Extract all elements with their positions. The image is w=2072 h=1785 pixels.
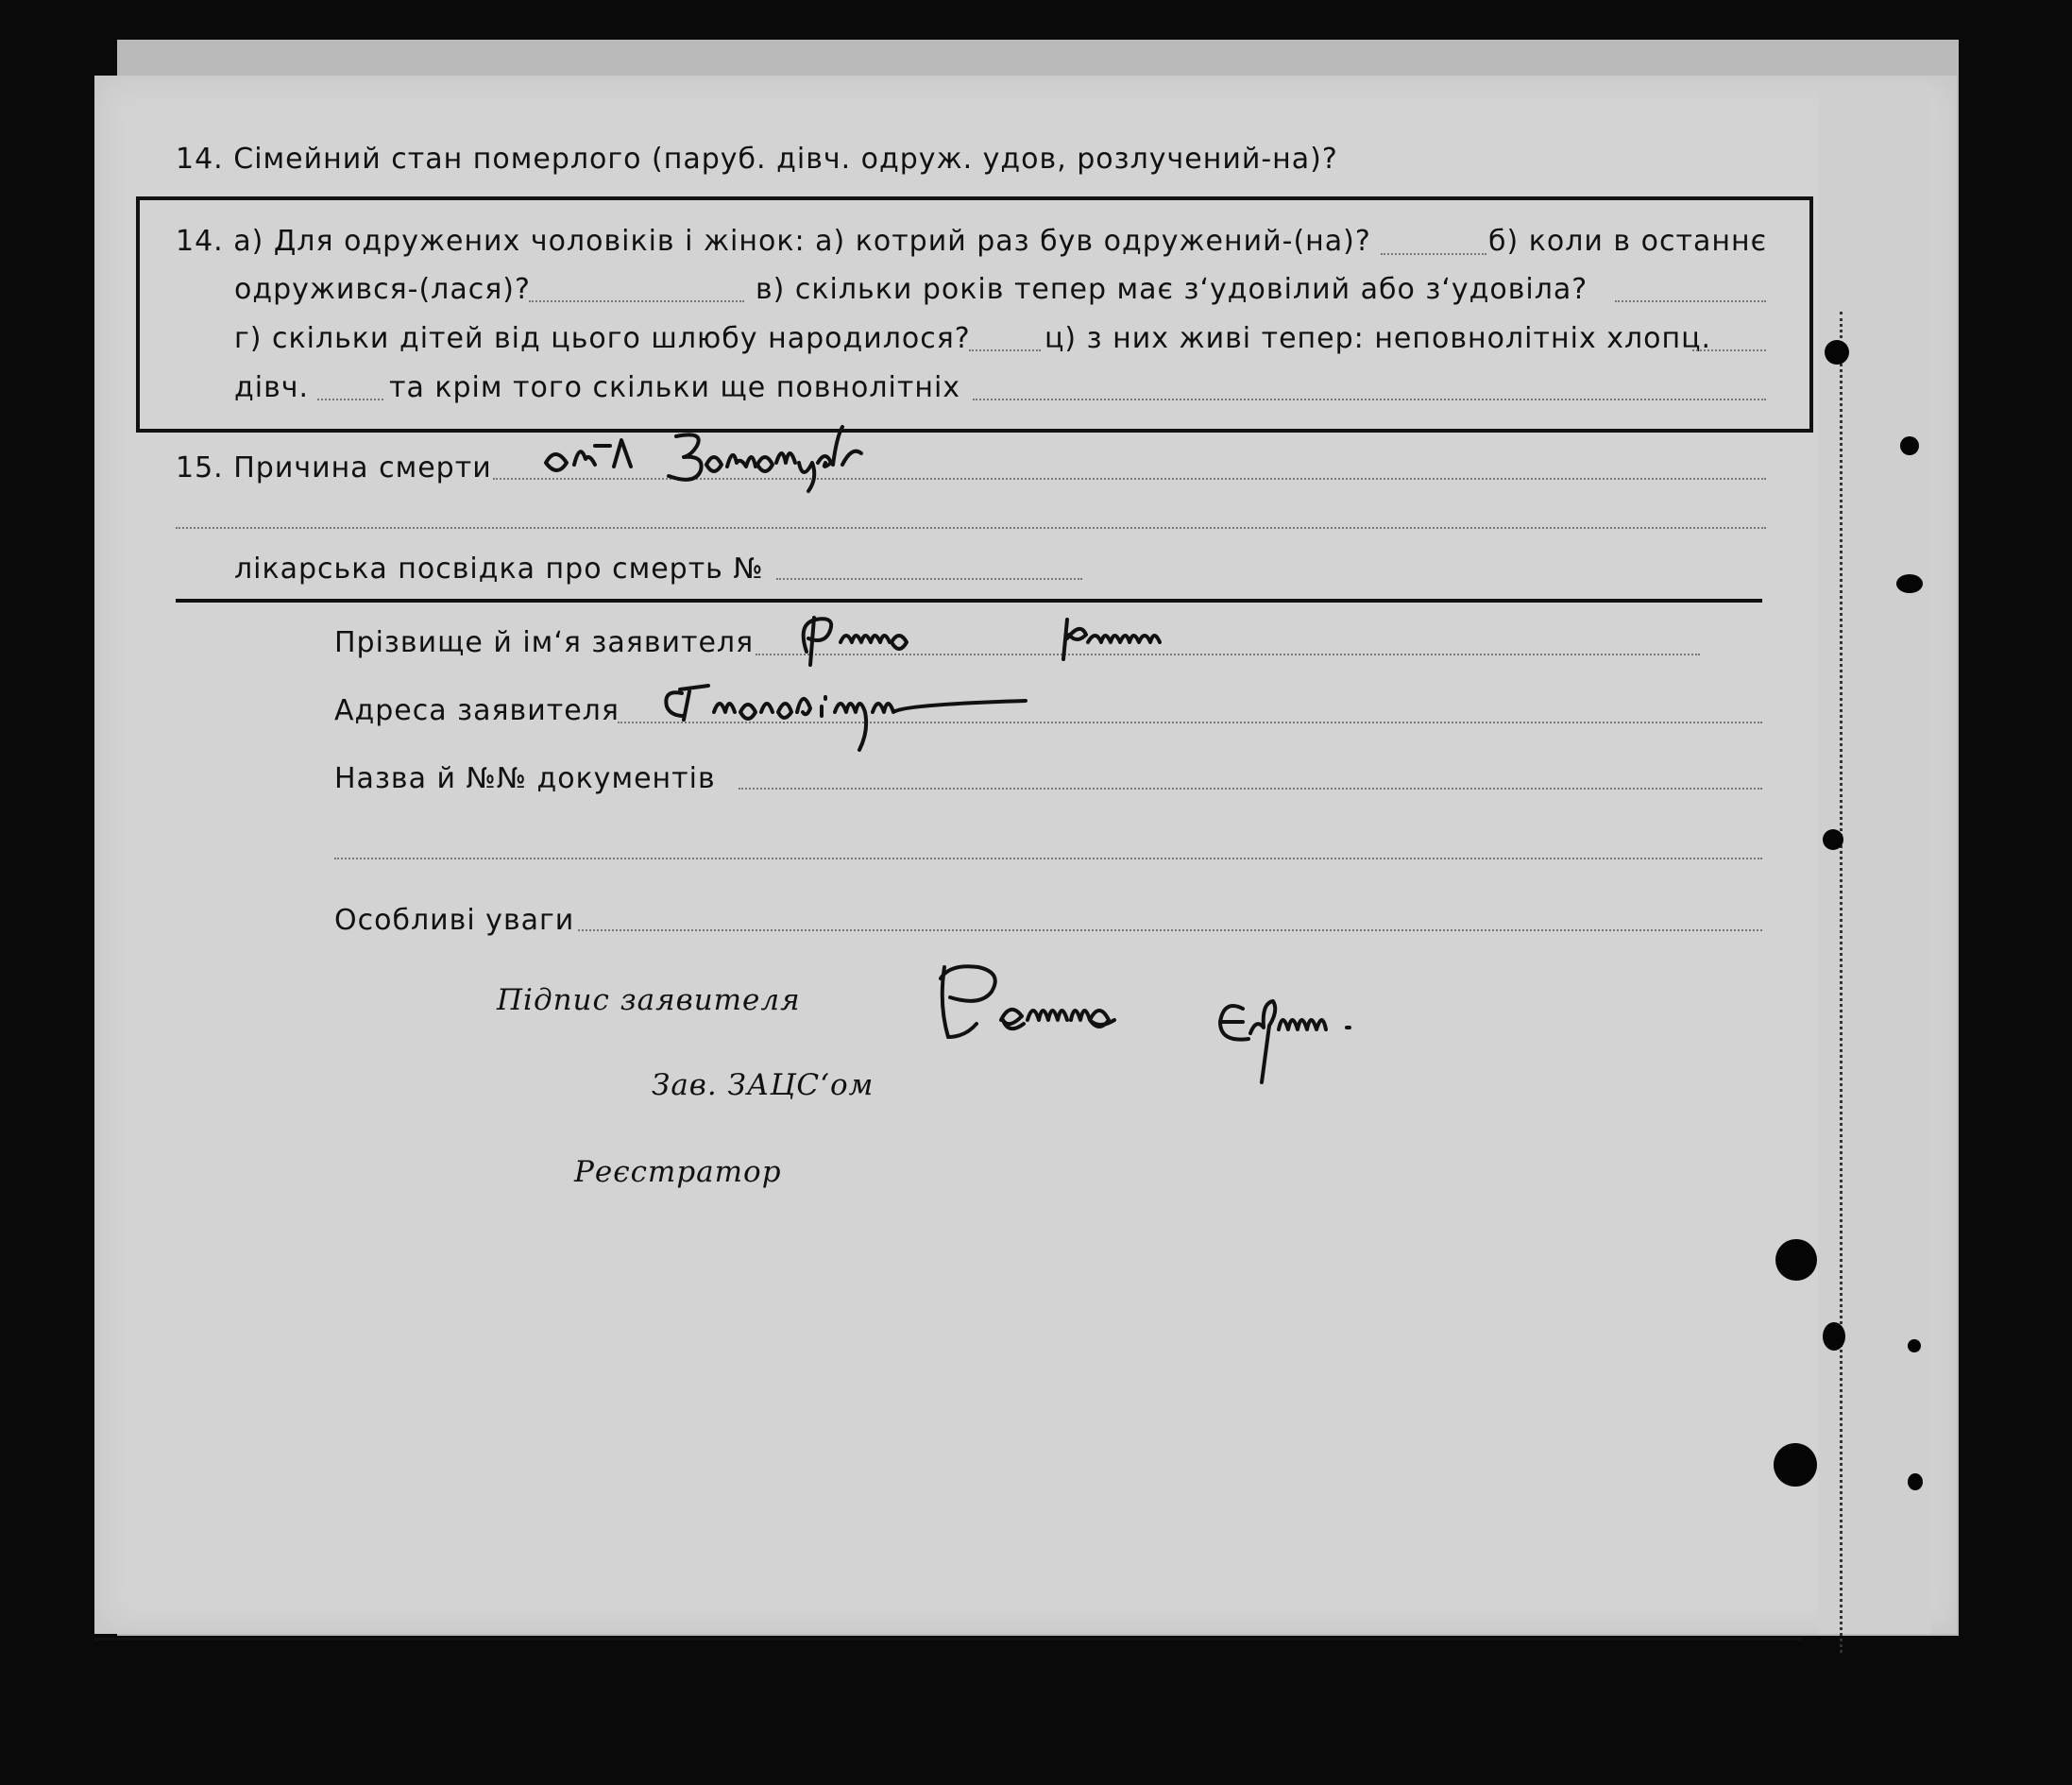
- q14-adults-blank: [973, 399, 1766, 400]
- q14ts-label: ц) з них живі тепер: неповнолітніх хлопц.: [1044, 322, 1712, 355]
- q14g-blank: [969, 349, 1041, 351]
- registrar-label: Реєстратор: [574, 1155, 782, 1189]
- q15-cause-label: 15. Причина смерти: [176, 451, 492, 484]
- q14v-label: в) скільки років тепер має з‘удовілий або з‘удовіла?: [756, 273, 1588, 306]
- documents-label: Назва й №№ документів: [334, 762, 716, 795]
- q14-marital-status: 14. Сімейний стан померлого (паруб. дівч. одруж. удов, розлучений-на)?: [176, 143, 1338, 176]
- remarks-label: Особливі уваги: [334, 904, 575, 937]
- documents-blank-2: [334, 858, 1762, 859]
- section-divider: [176, 599, 1762, 603]
- punch-hole: [1896, 574, 1923, 593]
- punch-hole: [1823, 829, 1843, 850]
- punch-hole: [1823, 1322, 1845, 1351]
- certificate-blank: [776, 578, 1082, 580]
- remarks-blank: [578, 929, 1762, 931]
- q14b-line2: одружився-(лася)?: [234, 273, 531, 306]
- punch-hole: [1908, 1473, 1923, 1490]
- q14v-blank: [1615, 300, 1766, 302]
- q14g-label: г) скільки дітей від цього шлюбу народилося?: [234, 322, 971, 355]
- q14-girls-label: дівч.: [234, 371, 310, 404]
- punch-hole: [1908, 1339, 1921, 1352]
- q14b-blank: [529, 300, 744, 302]
- documents-blank: [739, 788, 1762, 790]
- applicant-name-label: Прізвище й ім‘я заявителя: [334, 626, 755, 659]
- certificate-label: лікарська посвідка про смерть №: [234, 552, 764, 586]
- applicant-signature-handwriting: [922, 954, 1451, 1086]
- q14b-label: б) коли в останнє: [1488, 225, 1768, 258]
- q14a-line1: 14. а) Для одружених чоловіків і жінок: а) котрий раз був одружений-(на)?: [176, 225, 1371, 258]
- applicant-signature-label: Підпис заявителя: [497, 983, 801, 1017]
- q14-adults-label: та крім того скільки ще повнолітніх: [389, 371, 961, 404]
- applicant-address-label: Адреса заявителя: [334, 694, 620, 727]
- q15-cause-blank-2: [176, 527, 1766, 529]
- punch-hole: [1775, 1239, 1817, 1281]
- head-zags-label: Зав. ЗАЦС‘ом: [652, 1068, 875, 1102]
- bottom-edge-line: [94, 1638, 1802, 1640]
- sheet-edge-strip: [1818, 85, 1931, 1634]
- applicant-address-handwriting: [661, 669, 1077, 756]
- q14a-blank: [1381, 253, 1486, 255]
- q15-cause-handwriting: [538, 427, 935, 493]
- q14ts-blank: [1692, 349, 1766, 351]
- punch-hole: [1825, 340, 1849, 365]
- q14-girls-blank: [317, 399, 383, 400]
- punch-hole: [1900, 436, 1919, 455]
- perforation-line: [1840, 312, 1843, 1653]
- punch-hole: [1774, 1443, 1817, 1487]
